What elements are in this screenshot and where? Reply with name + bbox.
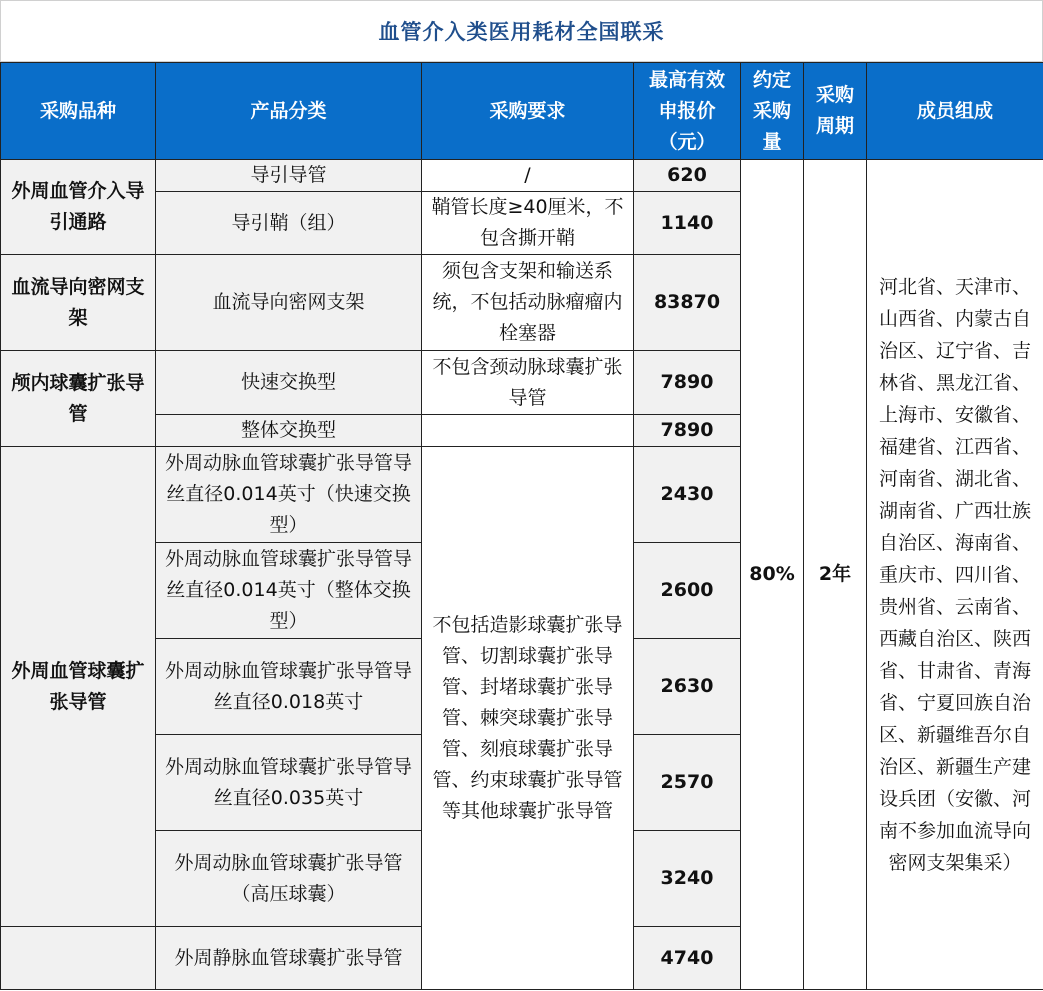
header-variety: 采购品种 — [1, 63, 156, 160]
header-volume: 约定采购量 — [741, 63, 804, 160]
header-max-price: 最高有效申报价（元） — [634, 63, 741, 160]
header-row — [1, 63, 1043, 160]
category-cell: 外周动脉血管球囊扩张导管导丝直径0.014英寸（整体交换型） — [156, 543, 422, 639]
header-period: 采购周期 — [804, 63, 867, 160]
header-members: 成员组成 — [867, 63, 1043, 160]
variety-cell: 血流导向密网支架 — [1, 255, 156, 351]
price-cell: 3240 — [634, 831, 741, 927]
header-category: 产品分类 — [156, 63, 422, 160]
variety-cell: 外周血管球囊扩张导管 — [1, 447, 156, 927]
category-cell: 快速交换型 — [156, 351, 422, 415]
page-title: 血管介入类医用耗材全国联采 — [0, 0, 1043, 62]
requirement-cell — [422, 415, 634, 447]
price-cell: 2600 — [634, 543, 741, 639]
procurement-table — [0, 62, 1043, 990]
price-cell: 7890 — [634, 351, 741, 415]
price-cell: 83870 — [634, 255, 741, 351]
category-cell: 血流导向密网支架 — [156, 255, 422, 351]
category-cell: 整体交换型 — [156, 415, 422, 447]
category-cell: 外周动脉血管球囊扩张导管导丝直径0.018英寸 — [156, 639, 422, 735]
volume-cell: 80% — [741, 160, 804, 990]
requirement-cell: / — [422, 160, 634, 192]
price-cell: 620 — [634, 160, 741, 192]
variety-cell: 外周血管介入导引通路 — [1, 160, 156, 255]
table-row — [1, 160, 1043, 192]
category-cell: 外周动脉血管球囊扩张导管（高压球囊） — [156, 831, 422, 927]
variety-cell: 颅内球囊扩张导管 — [1, 351, 156, 447]
category-cell: 导引鞘（组） — [156, 192, 422, 255]
price-cell: 2570 — [634, 735, 741, 831]
category-cell: 外周动脉血管球囊扩张导管导丝直径0.035英寸 — [156, 735, 422, 831]
requirement-cell: 鞘管长度≥40厘米，不包含撕开鞘 — [422, 192, 634, 255]
price-cell: 4740 — [634, 927, 741, 990]
category-cell: 导引导管 — [156, 160, 422, 192]
members-cell: 河北省、天津市、山西省、内蒙古自治区、辽宁省、吉林省、黑龙江省、上海市、安徽省、福建省、江西省、河南省、湖北省、湖南省、广西壮族自治区、海南省、重庆市、四川省、贵州省、云南省、西藏自治区、陕西省、甘肃省、青海省、宁夏回族自治区、新疆维吾尔自治区、新疆生产建设兵团（安徽、河南不参加血流导向密网支架集采） — [867, 160, 1043, 990]
variety-cell — [1, 927, 156, 990]
requirement-cell: 不包含颈动脉球囊扩张导管 — [422, 351, 634, 415]
price-cell: 7890 — [634, 415, 741, 447]
header-requirement: 采购要求 — [422, 63, 634, 160]
price-cell: 2430 — [634, 447, 741, 543]
requirement-cell: 不包括造影球囊扩张导管、切割球囊扩张导管、封堵球囊扩张导管、棘突球囊扩张导管、刻痕球囊扩张导管、约束球囊扩张导管等其他球囊扩张导管 — [422, 447, 634, 990]
category-cell: 外周静脉血管球囊扩张导管 — [156, 927, 422, 990]
category-cell: 外周动脉血管球囊扩张导管导丝直径0.014英寸（快速交换型） — [156, 447, 422, 543]
period-cell: 2年 — [804, 160, 867, 990]
requirement-cell: 须包含支架和输送系统，不包括动脉瘤瘤内栓塞器 — [422, 255, 634, 351]
price-cell: 2630 — [634, 639, 741, 735]
price-cell: 1140 — [634, 192, 741, 255]
